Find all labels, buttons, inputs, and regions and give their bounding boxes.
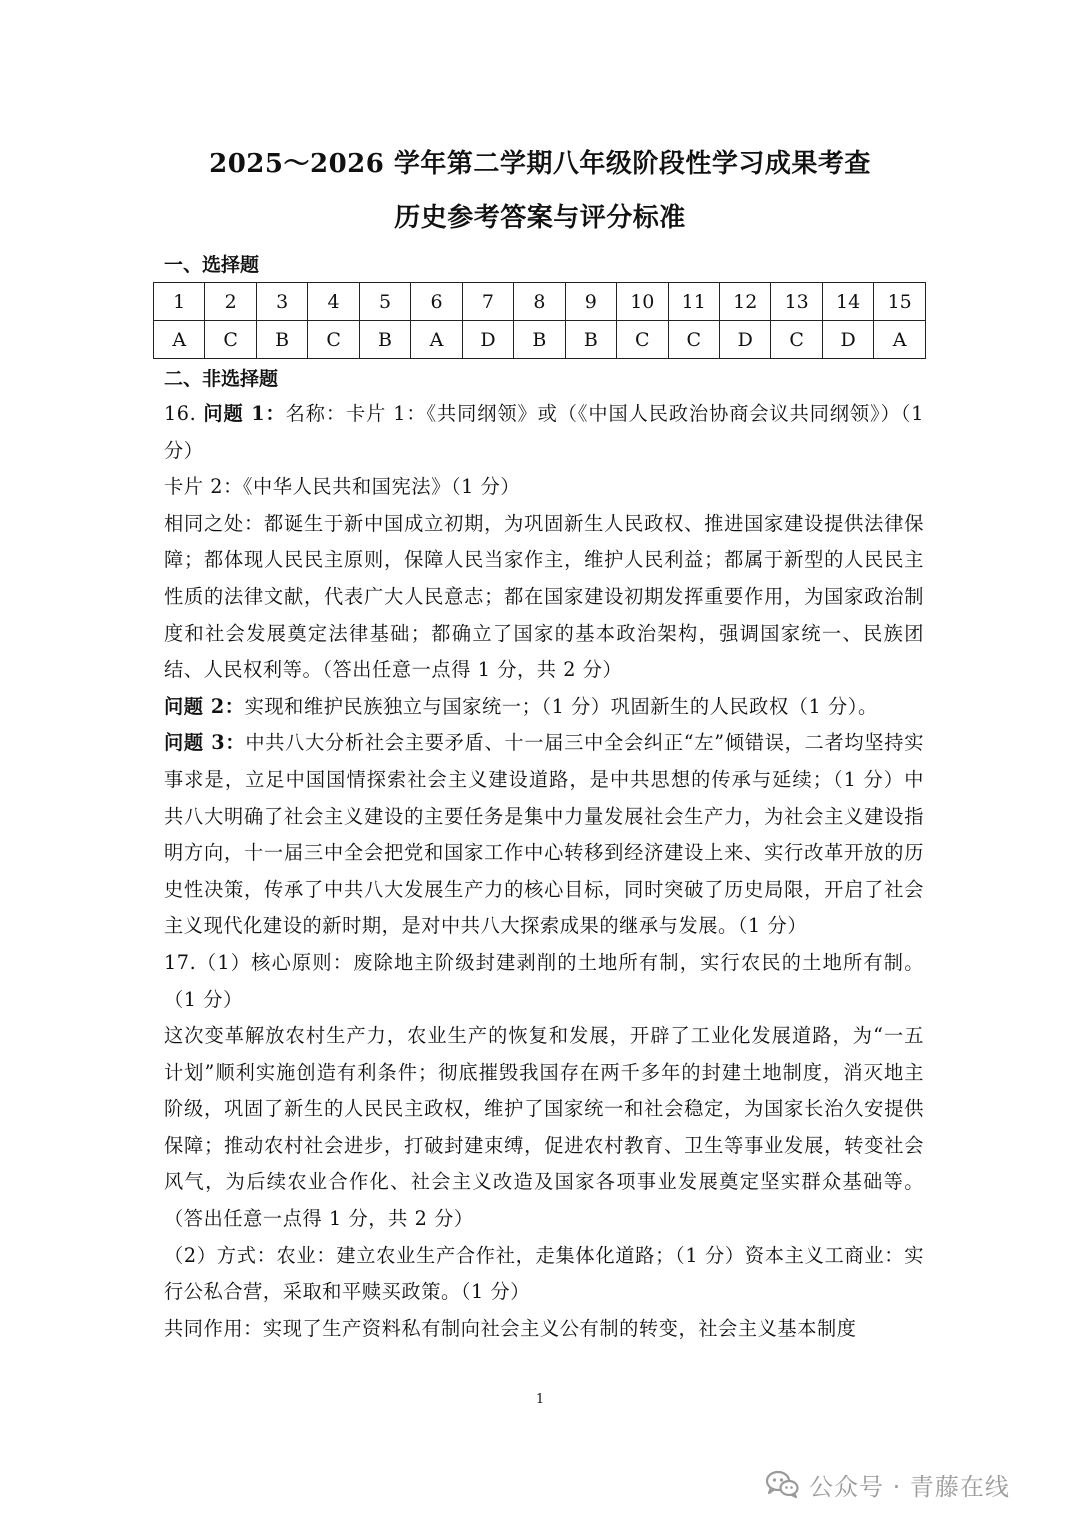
answer-cell: C (617, 321, 668, 359)
answer-cell: D (822, 321, 873, 359)
q16-problem2 (164, 689, 924, 726)
answer-cell: D (462, 321, 513, 359)
answer-cell: B (514, 321, 565, 359)
question-number-cell: 5 (359, 283, 410, 321)
answer-cell: A (874, 321, 926, 359)
answer-cell: B (256, 321, 307, 359)
answer-cell: C (205, 321, 256, 359)
q16-number: 16. (164, 402, 204, 425)
q16-problem1-text: 名称：卡片 1：《共同纲领》或（《中国人民政治协商会议共同纲领》）（1 分） (164, 402, 925, 462)
q16-problem3 (164, 725, 924, 945)
q17-common-role: 共同作用：实现了生产资料私有制向社会主义公有制的转变，社会主义基本制度 (164, 1316, 857, 1340)
question-number-cell: 1 (154, 283, 205, 321)
q17-part2: （2）方式：农业：建立农业生产合作社，走集体化道路；（1 分）资本主义工商业：实行公私合营，采取和平赎买政策。（1 分） (164, 1243, 924, 1304)
answer-cell: B (359, 321, 410, 359)
answer-body (164, 396, 924, 1347)
watermark-text: 公众号 · 青藤在线 (809, 1472, 1010, 1501)
section-heading-nonchoice: 二、非选择题 (164, 368, 279, 390)
question-number-cell: 11 (668, 283, 719, 321)
question-number-cell: 12 (719, 283, 770, 321)
answer-cell: C (771, 321, 822, 359)
wechat-icon (765, 1469, 799, 1499)
answer-cell: A (154, 321, 205, 359)
q16-problem2-label: 问题 2： (164, 694, 245, 718)
q16-similarities: 相同之处：都诞生于新中国成立初期，为巩固新生人民政权、推进国家建设提供法律保障；都体现人民民主原则，保障人民当家作主，维护人民利益；都属于新型的人民民主性质的法律文献，代表广大人民意志；都在国家建设初期发挥重要作用，为国家政治制度和社会发展奠定法律基础；都确立了国家的基本政治架构，强调国家统一、民族团结、人民权利等。（答出任意一点得 1 分，共 2 分） (164, 511, 924, 682)
answer-table-answers-row (154, 321, 926, 359)
answer-table-numbers-row (154, 283, 926, 321)
question-number-cell: 2 (205, 283, 256, 321)
section-heading-choice: 一、选择题 (164, 254, 260, 276)
q16-problem3-label: 问题 3： (164, 731, 246, 755)
q16-problem2-text: 实现和维护民族独立与国家统一；（1 分）巩固新生的人民政权（1 分）。 (244, 694, 878, 718)
q16-problem3-text: 中共八大分析社会主要矛盾、十一届三中全会纠正“左”倾错误，二者均坚持实事求是，立足中国国情探索社会主义建设道路，是中共思想的传承与延续；（1 分）中共八大明确了社会主义建设的主要任务是集中力量发展社会生产力，为社会主义建设指明方向，十一届三中全会把党和国家工作中心转移到经济建设上来、实行改革开放的历史性决策，传承了中共八大发展生产力的核心目标，同时突破了历史局限，开启了社会主义现代化建设的新时期，是对中共八大探索成果的继承与发展。（1 分） (164, 731, 924, 938)
question-number-cell: 15 (874, 283, 926, 321)
q17-impact: 这次变革解放农村生产力，农业生产的恢复和发展，开辟了工业化发展道路，为“一五计划”顺利实施创造有利条件；彻底摧毁我国存在两千多年的封建土地制度，消灭地主阶级，巩固了新生的人民民主政权，维护了国家统一和社会稳定，为国家长治久安提供保障；推动农村社会进步，打破封建束缚，促进农村教育、卫生等事业发展，转变社会风气，为后续农业合作化、社会主义改造及国家各项事业发展奠定坚实群众基础等。（答出任意一点得 1 分，共 2 分） (164, 1024, 924, 1231)
question-number-cell: 4 (308, 283, 359, 321)
answer-cell: C (308, 321, 359, 359)
question-number-cell: 6 (411, 283, 462, 321)
question-number-cell: 10 (617, 283, 668, 321)
question-number-cell: 7 (462, 283, 513, 321)
question-number-cell: 14 (822, 283, 873, 321)
answer-table (153, 282, 926, 359)
q17-part1: 17.（1）核心原则：废除地主阶级封建剥削的土地所有制，实行农民的土地所有制。（1 分） (164, 950, 924, 1011)
answer-cell: A (411, 321, 462, 359)
page-number: 1 (535, 1392, 545, 1407)
doc-subtitle: 历史参考答案与评分标准 (394, 203, 686, 233)
watermark (765, 1464, 1010, 1504)
q16-problem1 (164, 396, 924, 469)
doc-title: 2025～2026 学年第二学期八年级阶段性学习成果考查 (209, 149, 871, 179)
question-number-cell: 3 (256, 283, 307, 321)
answer-cell: B (565, 321, 616, 359)
question-number-cell: 8 (514, 283, 565, 321)
answer-cell: D (719, 321, 770, 359)
answer-cell: C (668, 321, 719, 359)
question-number-cell: 13 (771, 283, 822, 321)
q16-card2: 卡片 2：《中华人民共和国宪法》（1 分） (164, 475, 521, 499)
q16-problem1-label: 问题 1： (203, 402, 286, 425)
question-number-cell: 9 (565, 283, 616, 321)
